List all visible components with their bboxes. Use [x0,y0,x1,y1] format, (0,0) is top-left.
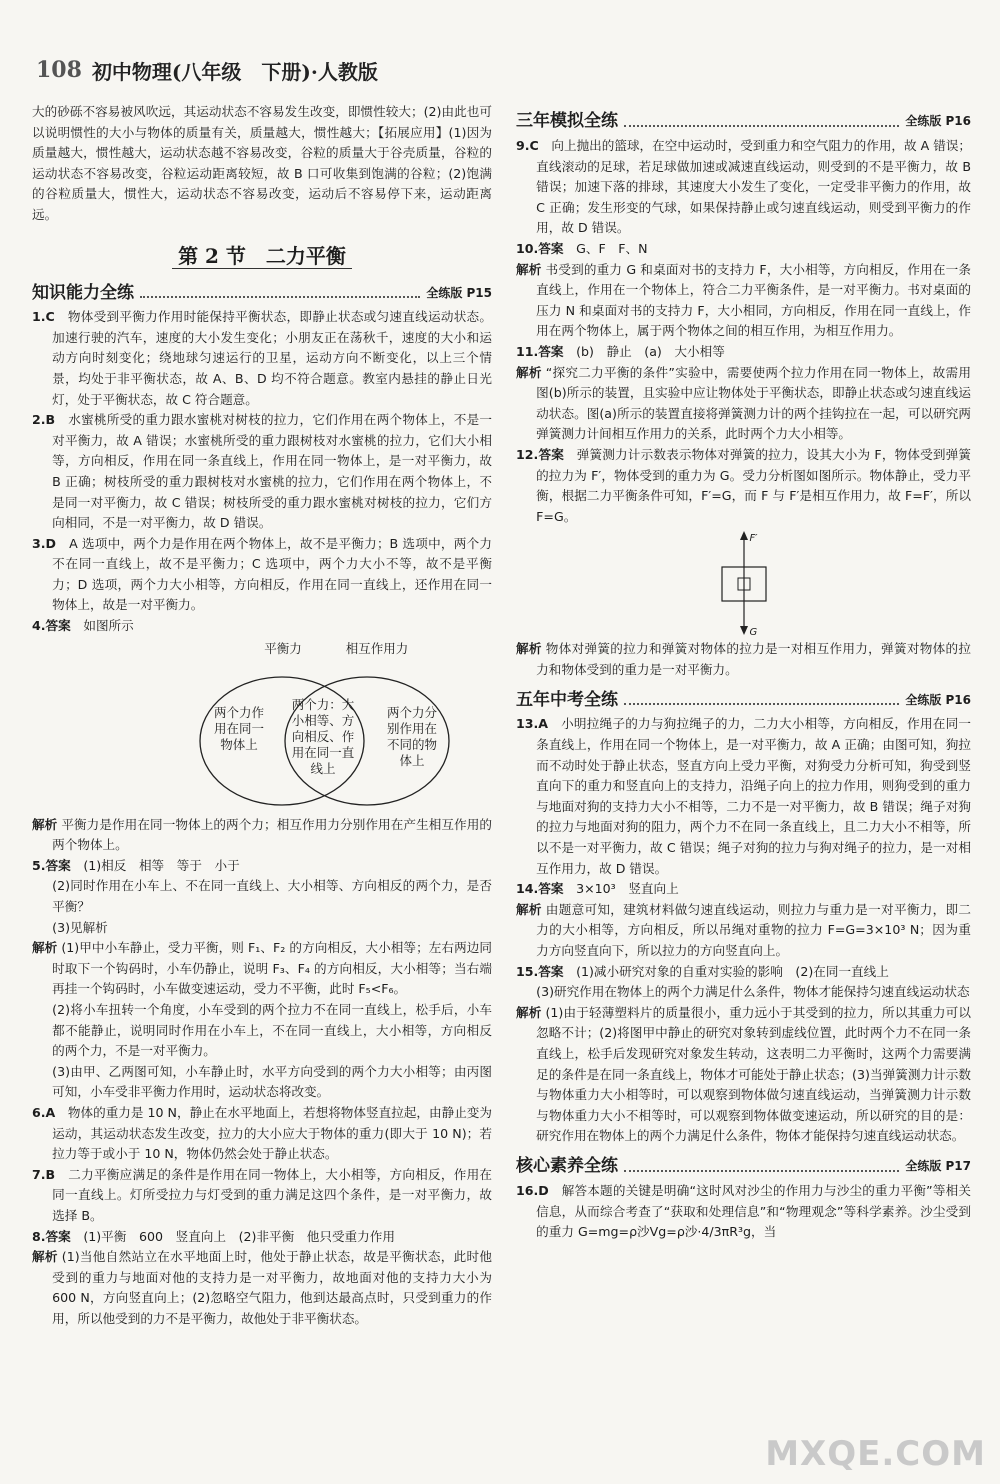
question-text: 水蜜桃所受的重力跟水蜜桃对树枝的拉力，它们作用在两个物体上，不是一对平衡力，故 A 错误；水蜜桃所受的重力跟树枝对水蜜桃的拉力，它们大小相等，方向相反，作用在同一条直线上，作用在同一物体上，是一对平衡力，故 B 正确；树枝所受的重力跟树枝对水蜜桃的拉力，它们作用在两个物体上，不是同一对平衡力，故 C 错误；树枝所受的重力跟水蜜桃对树枝的拉力，它们方向相同，不是一对平衡力，故 D 错误。 [52,412,493,531]
section-bar-ref: 全练版 P16 [905,114,971,129]
page-number: 108 [36,57,82,83]
analysis-text: (1)甲中小车静止，受力平衡，则 F₁、F₂ 的方向相反，大小相等；左右两边同时取下一个钩码时，小车仍静止，说明 F₃、F₄ 的方向相反，大小相等；当右端再挂一个钩码时，小车做变速运动，受力不平衡，此时 F₅<F₆。 [52,940,493,997]
question-2 [32,410,492,534]
question-text: 如图所示 [83,618,134,634]
question-9 [516,136,971,239]
question-number: 2.B [32,412,56,428]
section-bar-core [516,1153,971,1177]
answer-text: (1)减小研究对象的自重对实验的影响 (2)在同一直线上 [576,963,889,979]
question-number: 14.答案 [516,881,564,897]
right-column [516,102,971,1243]
question-5 [32,856,492,877]
analysis-label: 解析 [516,901,542,917]
question-6 [32,1103,492,1165]
question-5-analysis-3: (3)由甲、乙两图可知，小车静止时，水平方向受到的两个力大小相等；由丙图可知，小车受非平衡力作用时，运动状态将改变。 [52,1063,492,1100]
dotted-leader [624,703,899,705]
book-title: 初中物理(八年级 下册)·人教版 [91,59,378,84]
analysis-text: 物体对弹簧的拉力和弹簧对物体的拉力是一对相互作用力，弹簧对物体的拉力和物体受到的重力是一对平衡力。 [536,641,972,677]
watermark: MXQE.COM [765,1434,986,1474]
analysis-label: 解析 [32,816,58,832]
analysis-text: 平衡力是作用在同一物体上的两个力；相互作用力分别作用在产生相互作用的两个物体上。 [52,816,493,853]
analysis-label: 解析 [516,364,542,380]
section-bar-three-year [516,108,971,132]
analysis-label: 解析 [516,641,542,657]
question-number: 10.答案 [516,240,564,256]
question-15-answer-2: (3)研究作用在物体上的两个力满足什么条件，物体才能保持匀速直线运动状态 [536,984,970,1000]
venn-label-right: 相互作用力 [345,640,409,656]
force-diagram [684,529,804,639]
arrow-up-icon [740,531,748,540]
section-bar-knowledge [32,279,492,303]
dotted-leader [624,125,899,127]
section-bar-title: 三年模拟全练 [516,111,618,132]
question-text: 向上抛出的篮球，在空中运动时，受到重力和空气阻力的作用，故 A 错误；直线滚动的足球，若足球做加速或减速直线运动，则受到的不是平衡力，故 B 错误；加速下落的排球，其速度大小发生了变化，一定受非平衡力的作用，故 C 正确；发生形变的气球，如果保持静止或匀速直线运动，则受到平衡力的作用，故 D 错误。 [536,138,972,236]
answer-text: (b) 静止 (a) 大小相等 [576,343,725,359]
question-number: 16.D [516,1182,549,1198]
carry-over-text: 大的砂砾不容易被风吹远，其运动状态不容易发生改变，即惯性较大；(2)由此也可以说明惯性的大小与物体的质量有关，质量越大，惯性越大；【拓展应用】(1)因为质量越大，惯性越大，运动状态越不容易改变，谷粒的质量大于谷壳质量，谷粒的运动状态不容易改变，谷粒运动距离较短，故 B 口可收集到饱满的谷粒；(2)饱满的谷粒质量大，惯性大，运动状态不容易改变，运动后不容易停下来，运动距离远。 [32,104,492,222]
question-5-analysis-2: (2)将小车扭转一个角度，小车受到的两个拉力不在同一直线上，松手后，小车都不能静止，说明同时作用在小车上，不在同一直线上，大小相等，方向相反的两个力，不是一对平衡力。 [52,1002,492,1059]
section-bar-five-year [516,686,971,710]
analysis-label: 解析 [516,1004,542,1020]
question-1 [32,307,492,410]
venn-right-text: 两个力分别作用在不同的物体上 [386,704,437,768]
force-label-top: F′ [749,533,758,545]
question-number: 6.A [32,1104,56,1120]
analysis-label: 解析 [516,261,542,277]
force-diagram-drawing [684,529,804,639]
analysis-label: 解析 [32,940,58,956]
answer-text: G、F F、N [576,240,648,256]
question-10-analysis [516,260,971,342]
answer-text: (1)平衡 600 竖直向上 (2)非平衡 他只受重力作用 [83,1228,395,1244]
question-text: 小明拉绳子的力与狗拉绳子的力，二力大小相等，方向相反，作用在同一条直线上，作用在同一个物体上，是一对平衡力，故 A 正确；由图可知，狗拉而不动时处于静止状态，竖直方向上受力平衡，对狗受力分析可知，狗受到竖直向下的重力和竖直向上的支持力，沿绳子向上的拉力作用，则狗受到的重力与地面对狗的支持力大小不相等，二力不是一对平衡力，故 B 错误；绳子对狗的拉力与地面对狗的阻力，两个力不在同一条直线上，且二力大小不相等，所以不是一对平衡力，故 C 错误；绳子对狗的拉力与狗对绳子的拉力，是一对相互作用力，故 D 错误。 [536,716,972,876]
analysis-text: (1)当他自然站立在水平地面上时，他处于静止状态，故是平衡状态，此时他受到的重力与地面对他的支持力是一对平衡力，故地面对他的支持力大小为 600 N，方向竖直向上；(2)忽略空气阻力，他到达最高点时，只受到重力的作用，所以他受到的力不是平衡力，故他处于非平衡状态。 [52,1249,493,1326]
analysis-label: 解析 [32,1249,58,1265]
analysis-text: “探究二力平衡的条件”实验中，需要使两个拉力作用在同一物体上，故需用图(b)所示的装置，且实验中应让物体处于平衡状态，即静止状态或匀速直线运动状态。图(a)所示的装置直接将弹簧测力计的两个挂钩拉在一起，可以研究两弹簧测力计间相互作用力的关系，此时两个力大小相等。 [536,364,971,442]
section-bar-title: 知识能力全练 [32,282,134,303]
question-5-analysis [32,938,492,1000]
question-number: 3.D [32,535,57,551]
question-number: 15.答案 [516,963,564,979]
question-text: 物体受到平衡力作用时能保持平衡状态，即静止状态或匀速直线运动状态。加速行驶的汽车，速度的大小发生变化；小朋友正在荡秋千，速度的大小和运动方向时刻变化；绕地球匀速运行的卫星，运动方向不断变化，以上三个情景，均处于非平衡状态，故 A、B、D 均不符合题意。教室内悬挂的静止日光灯，处于平衡状态，故 C 符合题意。 [52,309,493,407]
question-number: 9.C [516,138,539,153]
question-4 [32,616,492,637]
question-number: 5.答案 [32,857,71,873]
analysis-text: 书受到的重力 G 和桌面对书的支持力 F，大小相等，方向相反，作用在一条直线上，作用在一个物体上，符合二力平衡条件，是一对平衡力。书对桌面的压力 N 和桌面对书的支持力 F，大小相同，方向相反，作用在同一直线上，作用在两个物体上，属于两个物体之间的相互作用，为相互作用力。 [536,261,972,339]
question-13 [516,714,971,879]
question-10 [516,239,971,260]
section-bar-title: 五年中考全练 [516,689,618,710]
question-5-answer-3: (3)见解析 [52,919,108,935]
question-text: A 选项中，两个力是作用在两个物体上，故不是平衡力；B 选项中，两个力不在同一直线上，故不是平衡力；C 选项中，两个力大小不等，故不是平衡力；D 选项，两个力大小相等，方向相反，作用在同一直线上，还作用在同一物体上，故是一对平衡力。 [52,535,492,613]
question-5-answer-2: (2)同时作用在小车上、不在同一直线上、大小相等、方向相反的两个力，是否平衡？ [52,878,492,915]
section-bar-ref: 全练版 P17 [905,1159,971,1174]
section-bar-ref: 全练版 P16 [905,692,971,707]
question-8-analysis [32,1247,492,1329]
question-7 [32,1165,492,1227]
analysis-text: (1)由于轻薄塑料片的质量很小，重力远小于其受到的拉力，所以其重力可以忽略不计；(2)将图甲中静止的研究对象转到虚线位置，此时两个力不在同一条直线上，松手后发现研究对象发生转动，这表明二力平衡时，这两个力需要满足的条件是在同一条直线上，物体才可能处于静止状态；(3)当弹簧测力计示数与物体重力大小相等时，可以观察到物体做匀速直线运动，当弹簧测力计示数与物体重力大小不相等时，可以观察到物体做变速运动，所以研究的目的是：研究作用在物体上的两个力满足什么条件，物体才能保持匀速直线运动状态。 [536,1004,971,1144]
question-11 [516,342,971,363]
question-12-analysis [516,639,971,680]
venn-left-text: 两个力作用在同一物体上 [213,704,264,752]
answer-text: 3×10³ 竖直向上 [576,881,679,897]
question-number: 7.B [32,1166,56,1182]
question-text: 二力平衡应满足的条件是作用在同一物体上，大小相等，方向相反，作用在同一直线上。灯所受拉力与灯受到的重力满足这四个条件，是一对平衡力，故选择 B。 [52,1166,493,1223]
question-number: 1.C [32,309,55,325]
question-14-analysis [516,900,971,962]
question-16 [516,1181,971,1243]
venn-diagram [172,641,502,811]
force-label-bottom: G [749,627,758,639]
section-bar-ref: 全练版 P15 [426,285,492,300]
question-11-analysis [516,363,971,445]
question-15-analysis [516,1003,971,1147]
answer-text: (1)相反 相等 等于 小于 [83,857,240,873]
question-8 [32,1227,492,1248]
question-text: 物体的重力是 10 N，静止在水平地面上，若想将物体竖直拉起，由静止变为运动，其运动状态发生改变，拉力的大小应大于物体的重力(即大于 10 N)；若拉力等于或小于 10 N，物体仍然会处于静止状态。 [52,1104,493,1162]
question-14 [516,879,971,900]
question-number: 12.答案 [516,446,564,462]
answer-text: 弹簧测力计示数表示物体对弹簧的拉力，设其大小为 F，物体受到弹簧的拉力为 F′，物体受到的重力为 G。受力分析图如图所示。物体静止，受力平衡，根据二力平衡条件可知，F′=G，而 F 与 F′是相互作用力，故 F=F′，所以 F=G。 [536,446,972,524]
question-text: 解答本题的关键是明确“这时风对沙尘的作用力与沙尘的重力平衡”等相关信息，从而综合考查了“获取和处理信息”和“物理观念”等科学素养。沙尘受到的重力 G=mg=ρ沙Vg=ρ沙·4/3πR³g，当 [536,1182,971,1240]
analysis-text: 由题意可知，建筑材料做匀速直线运动，则拉力与重力是一对平衡力，即二力的大小相等，方向相反，所以吊绳对重物的拉力 F=G=3×10³ N；因为重力方向竖直向下，所以拉力的方向竖直向上。 [536,901,972,958]
dotted-leader [624,1170,899,1172]
venn-label-left: 平衡力 [264,640,302,656]
question-number: 8.答案 [32,1228,71,1244]
question-number: 11.答案 [516,343,564,359]
question-number: 13.A [516,716,549,732]
question-4-analysis [32,815,492,856]
section-bar-title: 核心素养全练 [516,1156,618,1177]
question-12 [516,445,971,527]
left-column [32,102,492,1330]
arrow-down-icon [740,626,748,635]
question-15 [516,962,971,983]
question-3 [32,534,492,616]
page-header [36,52,378,88]
section-title: 第 2 节 二力平衡 [172,246,352,270]
question-number: 4.答案 [32,618,71,634]
dotted-leader [140,296,420,298]
venn-middle-text: 两个力：大小相等、方向相反、作用在同一直线上 [291,696,355,776]
